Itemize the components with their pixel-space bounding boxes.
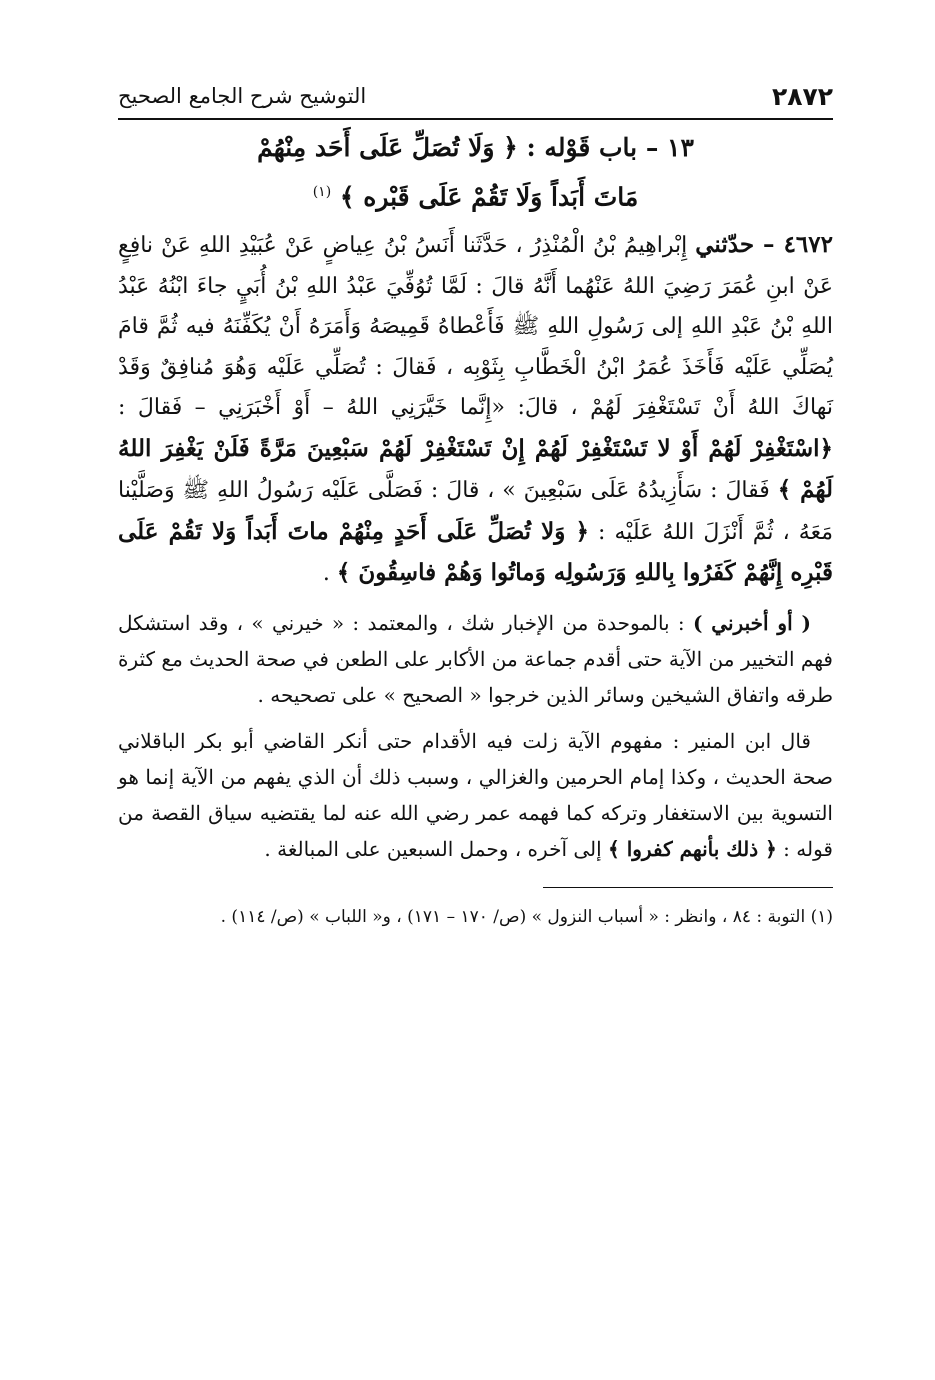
chapter-heading-line-2-text: مَاتَ أَبَداً وَلَا تَقُمْ عَلَى قَبْره ﴾ — [339, 182, 639, 212]
quran-verse-2: ﴿ وَلا تُصَلِّ عَلَى أَحَدٍ مِنْهُمْ ماتَ أَبَداً وَلا تَقُمْ عَلَى قَبْرِه إِنَّهُمْ كَفَرُوا بِاللهِ وَرَسُولِه وَماتُوا وَهُمْ فاسِقُونَ ﴾ — [118, 517, 833, 587]
page — [118, 72, 833, 932]
commentary-text-2-end: إلى آخره ، وحمل السبعين على المبالغة . — [264, 836, 609, 861]
chapter-heading-line-1: ١٣ – باب قَوْله : ﴿ وَلَا تُصَلِّ عَلَى أَحَد مِنْهُمْ — [257, 133, 694, 162]
commentary-text-2: قال ابن المنير : مفهوم الآية زلت فيه الأقدام حتى أنكر القاضي أبو بكر الباقلاني صحة الحديث ، وكذا إمام الحرمين والغزالي ، وسبب ذلك أن الذي يفهم من الآية إنما هو التسوية بين الاستغفار وتركه كما فهمه عمر رضي الله عنه لما يقتضيه سياق القصة من قوله : — [118, 728, 833, 861]
quran-verse-1: ﴿اسْتَغْفِرْ لَهُمْ أَوْ لا تَسْتَغْفِرْ لَهُمْ إِنْ تَسْتَغْفِرْ لَهُمْ سَبْعِينَ مَرَّةً فَلَنْ يَغْفِرَ اللهُ لَهُمْ ﴾ — [118, 434, 833, 504]
hadith-narration-3: . — [322, 561, 337, 587]
footnote: (١) التوبة : ٨٤ ، وانظر : « أسباب النزول » (ص/ ١٧٠ – ١٧١) ، و« اللباب » (ص/ ١١٤) . — [220, 906, 833, 927]
hadith-narration-2: فَقالَ : سَأَزِيدُهُ عَلَى سَبْعِينَ » ، قالَ : فَصَلَّى عَلَيْه رَسُولُ اللهِ ﷺ وَصَلَّيْنا مَعَهُ ، ثُمَّ أَنْزَلَ اللهُ عَلَيْه : — [118, 478, 833, 545]
commentary-quote: ﴿ ذلك بأنهم كفروا ﴾ — [608, 836, 777, 861]
hadith-text — [118, 225, 833, 595]
page-number: ٢٨٧٢ — [771, 82, 833, 111]
book-title: التوشيح شرح الجامع الصحيح — [118, 84, 367, 108]
footnote-divider — [543, 887, 833, 888]
footnote-reference: (١) — [312, 184, 332, 200]
commentary-term: ( أو أخبرني ) — [692, 610, 811, 635]
chapter-heading-line-2 — [118, 170, 833, 219]
chapter-heading — [118, 126, 833, 219]
commentary-paragraph-1 — [118, 605, 833, 713]
hadith-number: ٤٦٧٢ – حدّثني — [695, 231, 833, 259]
running-header — [118, 72, 833, 120]
commentary-text-1: : بالموحدة من الإخبار شك ، والمعتمد : « خيرني » ، وقد استشكل فهم التخيير من الآية حتى أقدم جماعة من الأكابر على الطعن في صحة الحديث مع كثرة طرقه واتفاق الشيخين وسائر الذين خرجوا « الصحيح » على تصحيحه . — [118, 610, 833, 707]
hadith-narration-1: إِبْراهِيمُ بْنُ الْمُنْذِرُ ، حَدَّثَنا أَنَسُ بْنُ عِياضٍ عَنْ عُبَيْدِ اللهِ عَنْ نافِعٍ عَنْ ابنِ عُمَرَ رَضِيَ اللهُ عَنْهُما أَنَّهُ قالَ : لَمَّا تُوُفِّيَ عَبْدُ اللهِ بْنُ أُبَيٍ جاءَ ابْنُهُ عَبْدُ اللهِ بْنُ عَبْدِ اللهِ إلى رَسُولِ اللهِ ﷺ فَأَعْطاهُ قَمِيصَهُ وَأَمَرَهُ أَنْ يُكَفِّنَهُ فيه ثُمَّ قامَ يُصَلِّي عَلَيْه فَأَخَذَ عُمَرُ ابْنُ الْخَطَّابِ بِثَوْبِه ، فَقالَ : تُصَلِّي عَلَيْه وَهُوَ مُنافِقٌ وَقَدْ نَهاكَ اللهُ أَنْ تَسْتَغْفِرَ لَهُمْ ، قالَ: «إِنَّما خَيَّرَنِي اللهُ – أَوْ أَخْبَرَنِي – فَقالَ : — [118, 233, 833, 421]
commentary-paragraph-2 — [118, 723, 833, 867]
